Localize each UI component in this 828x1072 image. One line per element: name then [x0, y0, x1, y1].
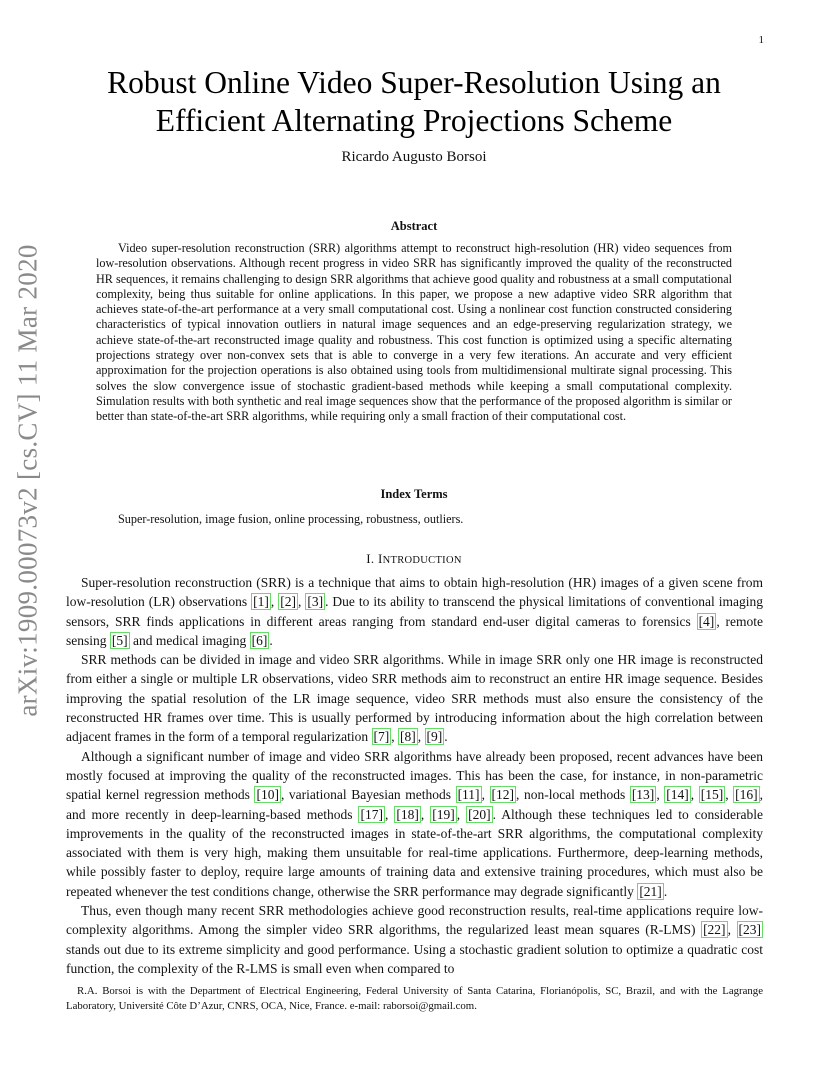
citation-link[interactable]: [5] [111, 632, 128, 648]
index-terms-text: Super-resolution, image fusion, online processing, robustness, outliers. [118, 512, 464, 526]
title-line-2: Efficient Alternating Projections Scheme [155, 103, 673, 138]
citation-link[interactable]: [12] [491, 787, 515, 803]
citation-link[interactable]: [7] [373, 729, 390, 745]
citation-link[interactable]: [6] [251, 632, 268, 648]
paragraph-text: SRR methods can be divided in image and video SRR algorithms. While in image SRR only one HR image is reconstructed from either a single or multiple LR observations, video SRR methods aim to reconstruct an entire HR image sequence. Besides improving the spatial resolution of the LR image sequence, video SRR methods must also ensure the consistency of the reconstructed HR frames over time. This is usually performed by introducing information about the high correlation between adjacent frames in the form of a temporal regularization [66, 652, 763, 745]
citation-link[interactable]: [1] [253, 594, 269, 610]
paragraph-text: , [456, 806, 467, 822]
citation-link[interactable]: [3] [307, 594, 324, 610]
section-numeral: I. [366, 551, 378, 566]
abstract-text: Video super-resolution reconstruction (SRR) algorithms attempt to reconstruct high-resolution (HR) video sequences from low-resolution observations. Although recent progress in video SRR has significantly improved the quality of the reconstructed HR sequences, it remains challenging to design SRR algorithms that achieve good quality and robustness at a small computational complexity, being thus suitable for online applications. In this paper, we propose a new adaptive video SRR algorithm that achieves state-of-the-art performance at a very small computational cost. Using a nonlinear cost function constructed considering characteristics of typical innovation outliers in natural image sequences and an edge-preserving regularization strategy, we achieve state-of-the-art reconstructed image quality and robustness. This cost function is optimized using a specific alternating projections strategy over non-convex sets that is able to converge in a very few iterations. An accurate and very efficient approximation for the projection operations is also obtained using tools from multidimensional multirate signal processing. This solves the slow convergence issue of stochastic gradient-based methods while keeping a small computational complexity. Simulation results with both synthetic and real image sequences show that the performance of the proposed algorithm is similar or better than state-of-the-art SRR algorithms, while requiring only a small fraction of their computational cost. [96, 241, 732, 424]
paragraph-text: , [417, 729, 425, 745]
section-title-rest: NTRODUCTION [382, 555, 462, 566]
paragraph-text: , and more recently in deep-learning-based methods [66, 787, 764, 822]
citation-link[interactable]: [8] [400, 729, 416, 745]
citation-link[interactable]: [22] [703, 922, 726, 938]
paragraph-text: . [444, 729, 448, 745]
section-title-initial: I [377, 551, 383, 566]
intro-paragraph-1 [66, 573, 763, 650]
paragraph-text: , remote sensing [66, 613, 764, 648]
paragraph-text: , [727, 922, 737, 938]
introduction-body [66, 573, 763, 978]
intro-paragraph-3 [66, 747, 763, 901]
citation-link[interactable]: [16] [735, 787, 758, 803]
citation-link[interactable]: [9] [426, 729, 443, 745]
author-affiliation-footnote: R.A. Borsoi is with the Department of Electrical Engineering, Federal University of Santa Catarina, Florianópolis, SC, Brazil, and with the Lagrange Laboratory, Université Côte D’Azur, CNRS, OCA, Nice, France. e-mail: raborsoi@gmail.com. [66, 985, 763, 1012]
author-name: Ricardo Augusto Borsoi [341, 149, 487, 165]
paragraph-text: , non-local methods [516, 787, 630, 803]
paragraph-text: , [384, 806, 395, 822]
citation-link[interactable]: [4] [698, 613, 715, 629]
citation-link[interactable]: [15] [700, 787, 724, 803]
citation-link[interactable]: [14] [666, 787, 689, 803]
paragraph-text: , [690, 787, 699, 803]
citation-link[interactable]: [13] [631, 787, 655, 803]
paragraph-text: , [391, 729, 398, 745]
paragraph-text: and medical imaging [129, 632, 250, 648]
paragraph-text: , variational Bayesian methods [280, 787, 456, 803]
paragraph-text: , [481, 787, 490, 803]
citation-link[interactable]: [23] [738, 922, 762, 938]
citation-link[interactable]: [17] [360, 806, 383, 822]
paragraph-text: Although a significant number of image and video SRR algorithms have already been proposed, recent advances have been mostly focused at improving the quality of the reconstructed images. This has been the case, for instance, in non-parametric spatial kernel regression methods [66, 748, 763, 803]
citation-link[interactable]: [11] [457, 787, 480, 803]
paragraph-text: , [725, 787, 734, 803]
paragraph-text: . Due to its ability to transcend the physical limitations of conventional imaging sensors, SRR finds applications in different areas ranging from standard end-user digital cameras to forensics [66, 594, 763, 629]
paragraph-text: . [269, 632, 273, 648]
abstract-heading: Abstract [390, 219, 438, 233]
paragraph-text: , [270, 594, 279, 610]
paragraph-text: , [420, 806, 431, 822]
citation-link[interactable]: [21] [639, 883, 662, 899]
citation-link[interactable]: [18] [396, 806, 419, 822]
paragraph-text: . Although these techniques led to considerable improvements in the quality of the reconstructed images in state-of-the-art SRR algorithms, the computational complexity associated with them is very high, making them unsuitable for real-time applications. Furthermore, deep-learning methods, while possibly faster to deploy, require large amounts of training data and extensive training procedures, which must also be repeated whenever the test conditions change, otherwise the SRR performance may degrade significantly [66, 806, 764, 899]
paragraph-text: . [663, 883, 668, 899]
citation-link[interactable]: [2] [280, 594, 296, 610]
paragraph-text: Super-resolution reconstruction (SRR) is a technique that aims to obtain high-resolution (HR) images of a given scene from low-resolution (LR) observations [66, 575, 763, 610]
intro-paragraph-2 [66, 650, 763, 746]
title-line-1: Robust Online Video Super-Resolution Using an [107, 65, 721, 100]
paragraph-text: Thus, even though many recent SRR methodologies achieve good reconstruction results, real-time applications require low-complexity algorithms. Among the simpler video SRR algorithms, the regularized least mean squares (R-LMS) [66, 903, 763, 938]
citation-link[interactable]: [10] [256, 787, 279, 803]
index-terms-heading: Index Terms [380, 487, 448, 501]
intro-paragraph-4 [66, 901, 763, 978]
paragraph-text: stands out due to its extreme simplicity and good performance. Using a stochastic gradient solution to optimize a quadratic cost function, the complexity of the R-LMS is small even when compared to [66, 941, 763, 976]
paragraph-text: , [297, 594, 306, 610]
paragraph-text: , [656, 787, 665, 803]
citation-link[interactable]: [19] [432, 806, 455, 822]
arxiv-identifier-stamp: arXiv:1909.00073v2 [cs.CV] 11 Mar 2020 [12, 244, 43, 717]
page-number: 1 [758, 34, 764, 46]
citation-link[interactable]: [20] [468, 806, 491, 822]
paper-title [60, 64, 768, 140]
section-heading-introduction [60, 551, 768, 567]
